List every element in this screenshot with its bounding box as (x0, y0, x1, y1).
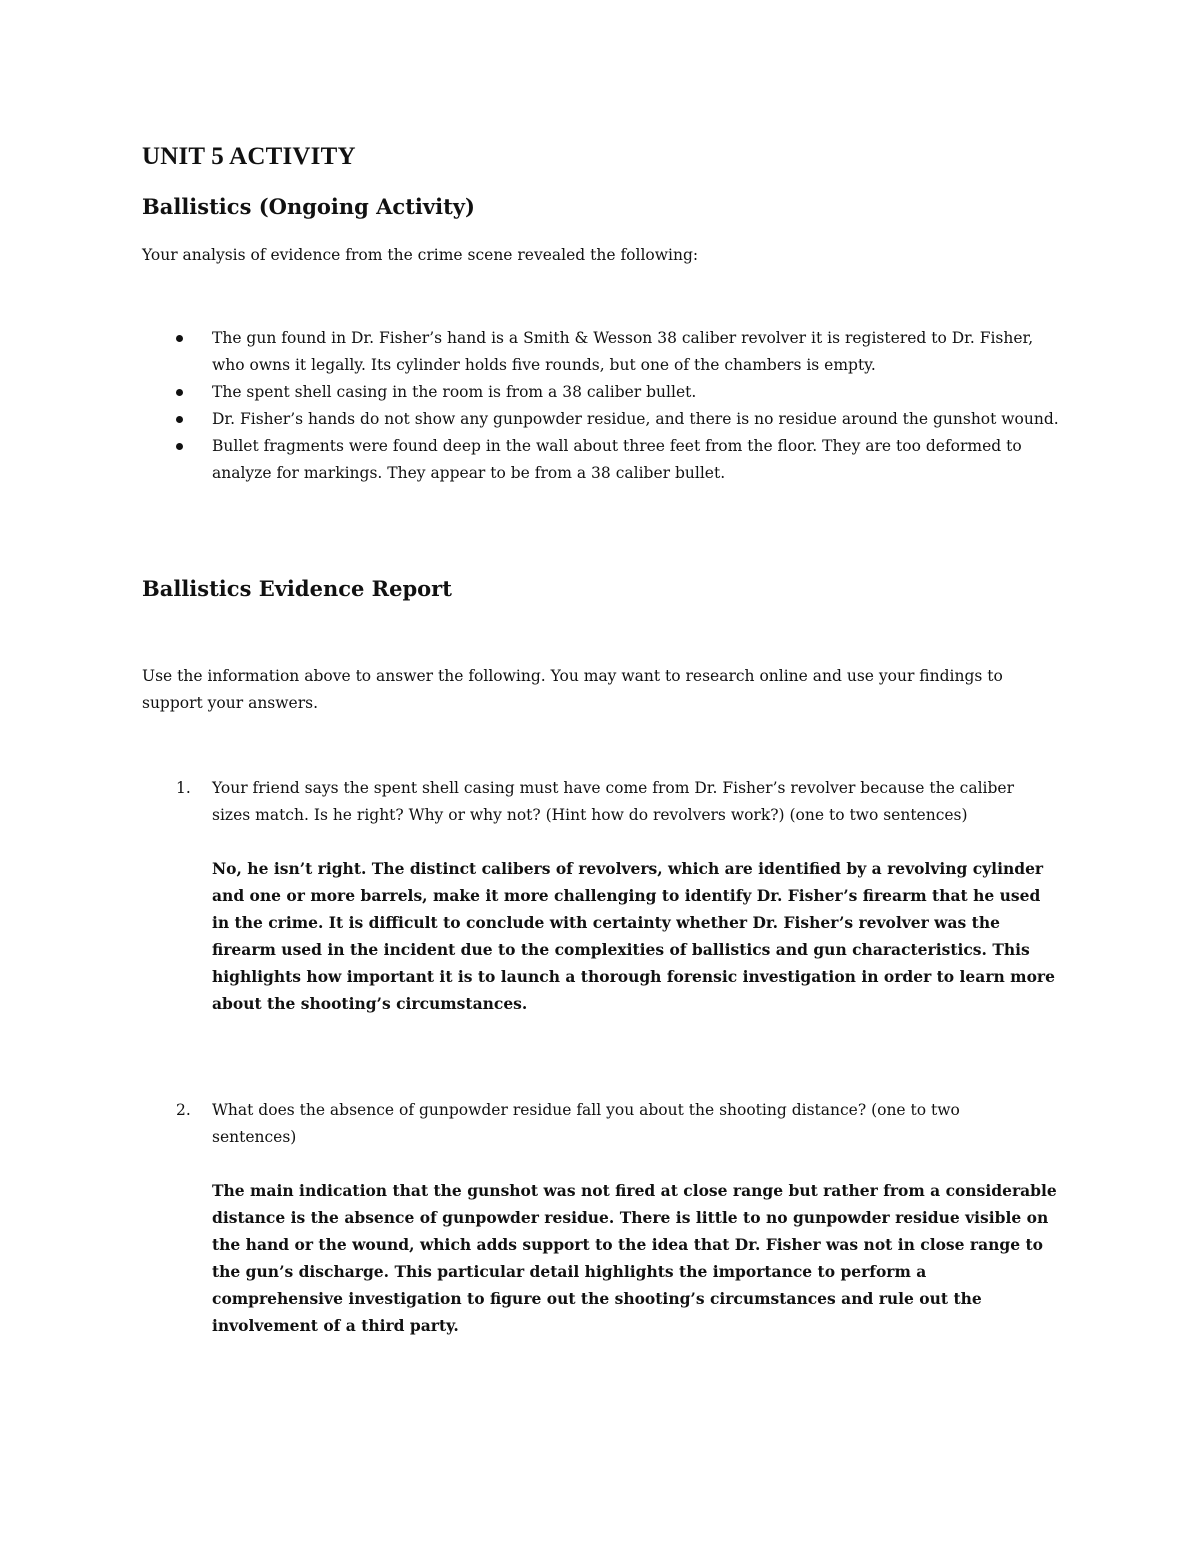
evidence-item (142, 406, 1062, 433)
answer-text: No, he isn’t right. The distinct calibers of revolvers, which are identified by a revolving cylinder and one or more barrels, make it more challenging to identify Dr. Fisher’s firearm that he used in the crime. It is difficult to conclude with certainty whether Dr. Fisher’s revolver was the firearm used in the incident due to the complexities of ballistics and gun characteristics. This highlights how important it is to launch a thorough forensic investigation in order to learn more about the shooting’s circumstances. (212, 859, 1055, 1013)
section-heading-report: Ballistics Evidence Report (142, 576, 452, 601)
evidence-item (142, 433, 1062, 487)
evidence-item-text: Bullet fragments were found deep in the wall about three feet from the floor. They are too deformed to analyze for markings. They appear to be from a 38 caliber bullet. (212, 437, 1022, 482)
bullet-icon (176, 389, 183, 396)
question-number: 2. (176, 1101, 191, 1119)
question-text: Your friend says the spent shell casing must have come from Dr. Fisher’s revolver because the caliber sizes match. Is he right? Why or why not? (Hint how do revolvers work?) (one to two sentences) (212, 779, 1015, 824)
evidence-list (142, 325, 1062, 487)
answer-text: The main indication that the gunshot was not fired at close range but rather from a considerable distance is the absence of gunpowder residue. There is little to no gunpowder residue visible on the hand or the wound, which adds support to the idea that Dr. Fisher was not in close range to the gun’s discharge. This particular detail highlights the importance to perform a comprehensive investigation to figure out the shooting’s circumstances and rule out the involvement of a third party. (212, 1181, 1057, 1335)
instructions-text: Use the information above to answer the following. You may want to research online and use your findings to support your answers. (142, 667, 1003, 712)
section-heading-ballistics: Ballistics (Ongoing Activity) (142, 194, 475, 219)
evidence-item (142, 325, 1062, 379)
evidence-item-text: Dr. Fisher’s hands do not show any gunpowder residue, and there is no residue around the gunshot wound. (212, 410, 1059, 428)
question-text: What does the absence of gunpowder residue fall you about the shooting distance? (one to two sentences) (212, 1101, 960, 1146)
bullet-icon (176, 416, 183, 423)
question-2 (142, 1097, 1062, 1339)
evidence-item (142, 379, 1062, 406)
bullet-icon (176, 335, 183, 342)
question-1 (142, 775, 1062, 1017)
intro-text: Your analysis of evidence from the crime scene revealed the following: (142, 246, 699, 264)
evidence-item-text: The spent shell casing in the room is from a 38 caliber bullet. (212, 383, 697, 401)
bullet-icon (176, 443, 183, 450)
unit-title: UNIT 5 ACTIVITY (142, 143, 356, 170)
question-number: 1. (176, 779, 191, 797)
evidence-item-text: The gun found in Dr. Fisher’s hand is a Smith & Wesson 38 caliber revolver it is registered to Dr. Fisher, who owns it legally. Its cylinder holds five rounds, but one of the chambers is empty. (212, 329, 1034, 374)
